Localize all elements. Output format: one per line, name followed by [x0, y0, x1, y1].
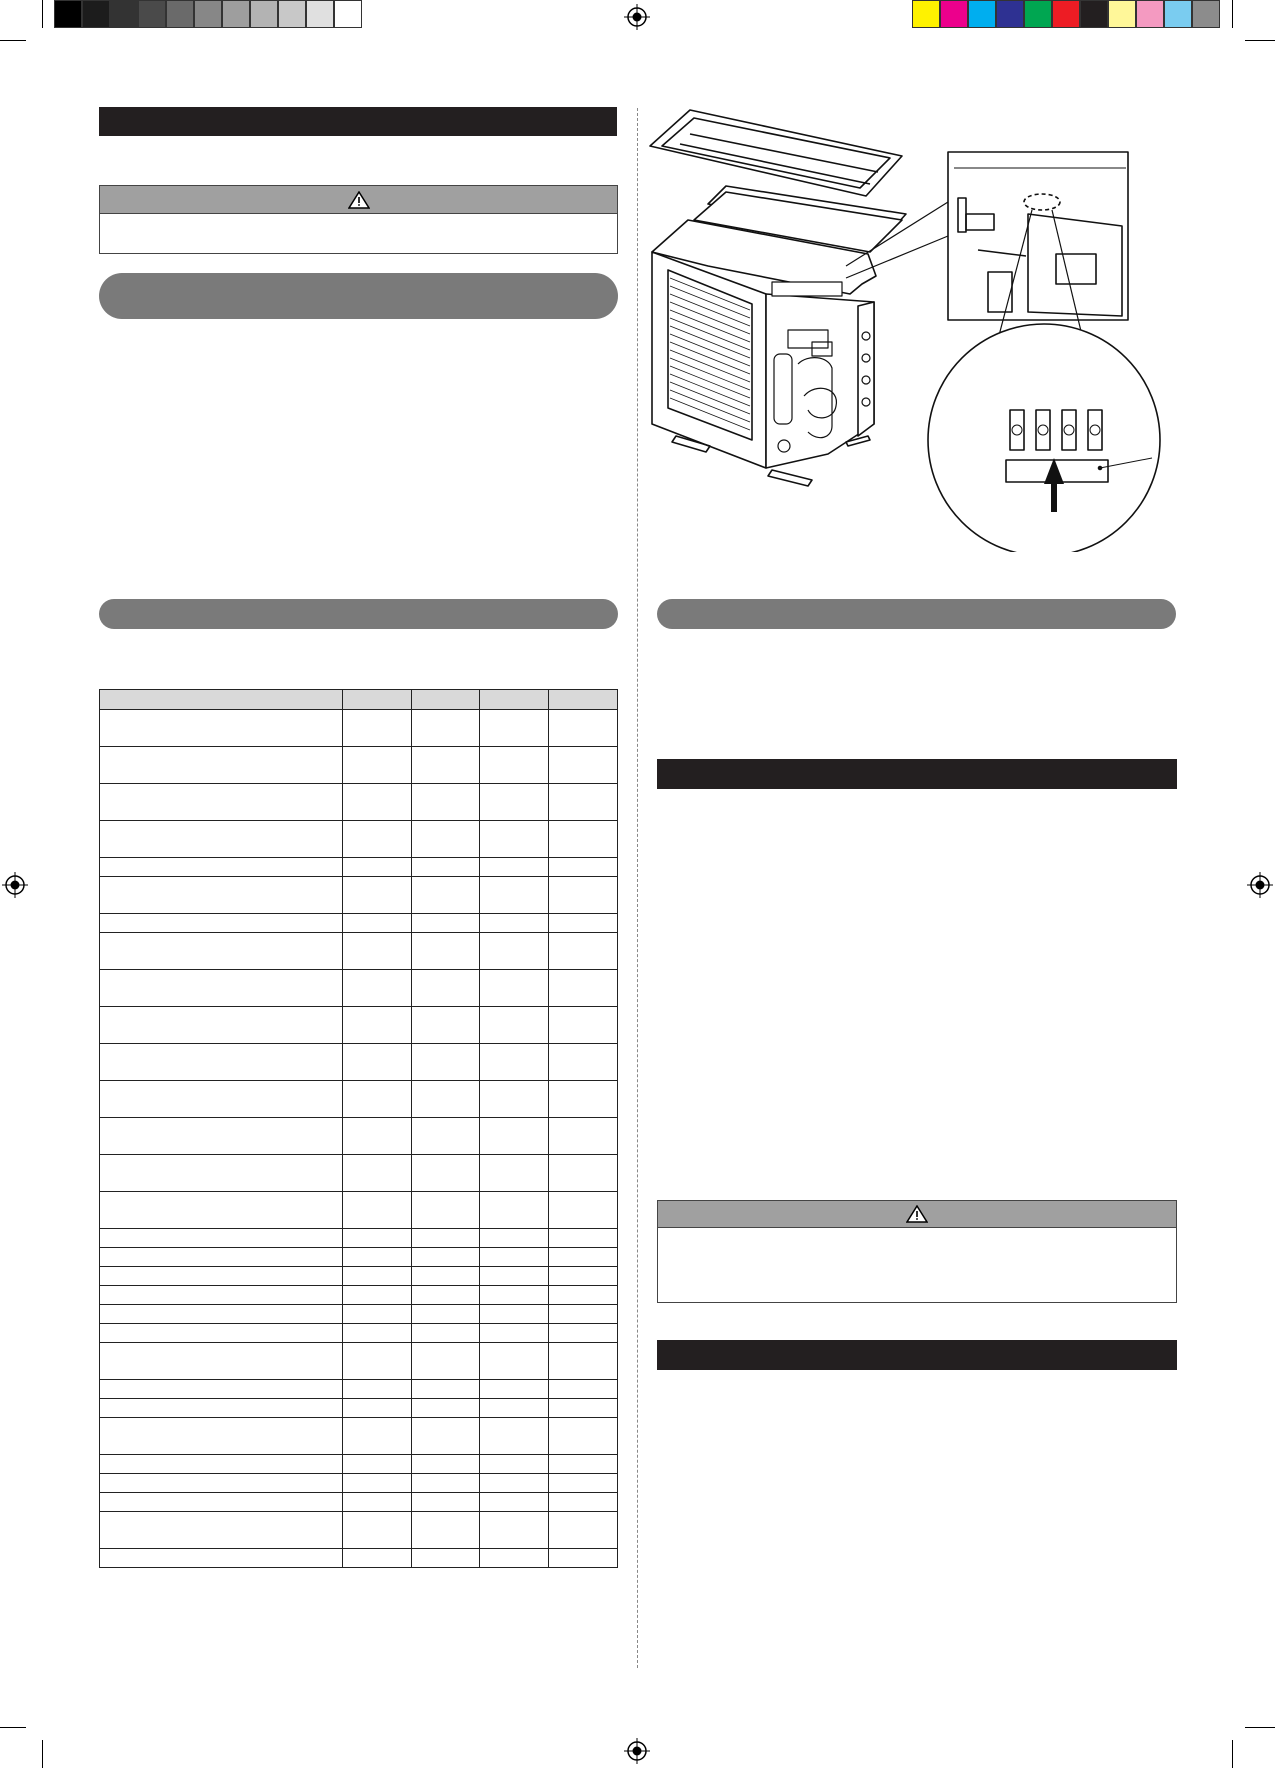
table-row: [100, 1081, 618, 1118]
table-row: [100, 1248, 618, 1267]
table-cell: [480, 858, 549, 877]
table-header-cell: [100, 690, 343, 710]
table-cell: [412, 858, 480, 877]
table-cell: [412, 784, 480, 821]
table-cell: [549, 1474, 618, 1493]
table-cell: [343, 1549, 412, 1568]
table-row: [100, 1155, 618, 1192]
table-cell: [343, 1267, 412, 1286]
color-swatch: [250, 0, 278, 28]
column-divider: [637, 108, 638, 1668]
color-swatch: [1136, 0, 1164, 28]
table-cell: [343, 1229, 412, 1248]
table-cell: [549, 1455, 618, 1474]
color-swatch: [110, 0, 138, 28]
color-swatch: [278, 0, 306, 28]
table-cell: [480, 1380, 549, 1399]
table-row: [100, 821, 618, 858]
table-cell: [100, 1286, 343, 1305]
table-cell: [549, 1192, 618, 1229]
table-cell: [480, 1512, 549, 1549]
table-cell: [549, 1512, 618, 1549]
warning-header: [99, 185, 618, 214]
table-cell: [412, 1286, 480, 1305]
table-cell: [412, 1305, 480, 1324]
table-cell: [343, 1118, 412, 1155]
table-cell: [343, 821, 412, 858]
table-row: [100, 858, 618, 877]
table-cell: [343, 1155, 412, 1192]
table-cell: [480, 784, 549, 821]
table-cell: [100, 970, 343, 1007]
table-cell: [343, 1399, 412, 1418]
unit-cabinet: [652, 220, 876, 468]
table-cell: [343, 1512, 412, 1549]
table-cell: [480, 1286, 549, 1305]
table-cell: [100, 858, 343, 877]
registration-mark-icon: [1247, 872, 1273, 898]
section-heading-bar: [657, 1340, 1177, 1370]
table-row: [100, 784, 618, 821]
table-row: [100, 1007, 618, 1044]
zoom-inset-box: [948, 152, 1128, 320]
color-swatch: [1052, 0, 1080, 28]
table-cell: [100, 1305, 343, 1324]
table-cell: [343, 1286, 412, 1305]
warning-triangle-icon: [906, 1205, 928, 1223]
table-cell: [412, 1512, 480, 1549]
color-swatch: [1024, 0, 1052, 28]
table-row: [100, 1512, 618, 1549]
table-cell: [343, 970, 412, 1007]
table-cell: [100, 1380, 343, 1399]
table-cell: [549, 970, 618, 1007]
table-cell: [100, 1044, 343, 1081]
table-cell: [343, 1081, 412, 1118]
table-cell: [549, 1286, 618, 1305]
table-cell: [343, 858, 412, 877]
section-subheading-pill: [657, 599, 1176, 629]
table-cell: [549, 1324, 618, 1343]
crop-mark: [42, 0, 43, 28]
table-cell: [480, 1118, 549, 1155]
table-row: [100, 1324, 618, 1343]
table-cell: [100, 1007, 343, 1044]
table-cell: [343, 747, 412, 784]
table-cell: [343, 914, 412, 933]
top-cover: [650, 110, 902, 196]
section-subheading-pill: [99, 273, 618, 319]
table-cell: [100, 1229, 343, 1248]
table-cell: [549, 1549, 618, 1568]
table-cell: [100, 914, 343, 933]
table-row: [100, 1399, 618, 1418]
table-cell: [549, 933, 618, 970]
table-cell: [480, 1267, 549, 1286]
warning-body: [657, 1228, 1177, 1303]
warning-header: [657, 1200, 1177, 1228]
table-cell: [100, 1081, 343, 1118]
table-row: [100, 877, 618, 914]
color-swatch: [222, 0, 250, 28]
table-cell: [412, 821, 480, 858]
table-row: [100, 1549, 618, 1568]
crop-mark: [42, 1740, 43, 1768]
color-swatch: [1192, 0, 1220, 28]
table-cell: [343, 1418, 412, 1455]
table-cell: [480, 1044, 549, 1081]
table-cell: [412, 1380, 480, 1399]
table-cell: [549, 1418, 618, 1455]
table-row: [100, 970, 618, 1007]
table-cell: [549, 1343, 618, 1380]
table-row: [100, 1455, 618, 1474]
table-cell: [549, 1118, 618, 1155]
table-cell: [100, 1267, 343, 1286]
table-cell: [100, 1549, 343, 1568]
table-cell: [100, 1248, 343, 1267]
table-cell: [412, 747, 480, 784]
table-cell: [412, 1493, 480, 1512]
table-cell: [100, 1343, 343, 1380]
warning-triangle-icon: [348, 191, 370, 209]
table-cell: [480, 1493, 549, 1512]
table-header-row: [100, 690, 618, 710]
table-cell: [412, 1007, 480, 1044]
table-cell: [549, 710, 618, 747]
color-swatch: [1080, 0, 1108, 28]
table-cell: [343, 933, 412, 970]
table-cell: [100, 1418, 343, 1455]
table-cell: [549, 1248, 618, 1267]
crop-mark: [0, 40, 26, 41]
table-cell: [343, 1455, 412, 1474]
crop-mark: [1232, 1740, 1233, 1768]
table-row: [100, 1044, 618, 1081]
section-heading-bar: [657, 759, 1177, 789]
table-cell: [343, 1305, 412, 1324]
table-cell: [480, 1324, 549, 1343]
table-cell: [480, 1455, 549, 1474]
table-cell: [549, 1380, 618, 1399]
table-row: [100, 1493, 618, 1512]
table-cell: [480, 1081, 549, 1118]
table-cell: [343, 784, 412, 821]
table-cell: [412, 1399, 480, 1418]
table-row: [100, 1474, 618, 1493]
color-swatch: [940, 0, 968, 28]
color-swatch: [306, 0, 334, 28]
table-cell: [412, 1229, 480, 1248]
section-subheading-pill: [99, 599, 618, 629]
table-cell: [412, 1418, 480, 1455]
table-row: [100, 1305, 618, 1324]
table-cell: [100, 1474, 343, 1493]
table-cell: [480, 933, 549, 970]
table-cell: [480, 1343, 549, 1380]
table-cell: [549, 858, 618, 877]
table-cell: [412, 1044, 480, 1081]
table-cell: [412, 1324, 480, 1343]
table-cell: [100, 821, 343, 858]
table-cell: [549, 1155, 618, 1192]
table-row: [100, 1418, 618, 1455]
color-swatch: [1164, 0, 1192, 28]
table-cell: [549, 1305, 618, 1324]
color-swatch: [334, 0, 362, 28]
table-cell: [480, 710, 549, 747]
color-swatch: [138, 0, 166, 28]
table-header-cell: [412, 690, 480, 710]
magnified-circle: [928, 324, 1160, 552]
table-cell: [343, 1474, 412, 1493]
table-cell: [480, 1549, 549, 1568]
table-cell: [549, 1493, 618, 1512]
table-cell: [412, 1455, 480, 1474]
table-cell: [480, 1305, 549, 1324]
table-cell: [343, 1044, 412, 1081]
color-swatch: [82, 0, 110, 28]
table-cell: [343, 1324, 412, 1343]
table-cell: [480, 1248, 549, 1267]
registration-mark-icon: [624, 1738, 650, 1764]
table-row: [100, 933, 618, 970]
warning-body: [99, 214, 618, 254]
table-cell: [100, 1324, 343, 1343]
table-cell: [100, 1399, 343, 1418]
table-cell: [343, 1007, 412, 1044]
table-cell: [549, 877, 618, 914]
table-row: [100, 1286, 618, 1305]
table-row: [100, 747, 618, 784]
table-cell: [343, 1343, 412, 1380]
table-cell: [549, 1229, 618, 1248]
table-cell: [100, 1512, 343, 1549]
table-cell: [549, 1267, 618, 1286]
table-cell: [412, 1343, 480, 1380]
crop-mark: [1232, 0, 1233, 28]
table-cell: [412, 1248, 480, 1267]
registration-mark-icon: [624, 4, 650, 30]
table-cell: [549, 1007, 618, 1044]
outdoor-unit-illustration: [648, 106, 1184, 552]
table-cell: [412, 1081, 480, 1118]
color-swatch: [996, 0, 1024, 28]
table-cell: [549, 914, 618, 933]
crop-mark: [0, 1727, 26, 1728]
table-cell: [100, 933, 343, 970]
table-cell: [100, 1493, 343, 1512]
table-cell: [412, 1267, 480, 1286]
table-cell: [412, 914, 480, 933]
table-row: [100, 914, 618, 933]
table-cell: [100, 1155, 343, 1192]
crop-mark: [1245, 1727, 1275, 1728]
color-swatch: [968, 0, 996, 28]
table-cell: [100, 877, 343, 914]
table-cell: [480, 1155, 549, 1192]
section-heading-bar: [99, 107, 617, 136]
table-cell: [412, 877, 480, 914]
table-header-cell: [343, 690, 412, 710]
table-row: [100, 1343, 618, 1380]
color-swatch: [912, 0, 940, 28]
table-header-cell: [549, 690, 618, 710]
color-swatch: [54, 0, 82, 28]
table-cell: [412, 1192, 480, 1229]
color-swatch: [194, 0, 222, 28]
table-cell: [100, 784, 343, 821]
table-row: [100, 1118, 618, 1155]
table-cell: [412, 710, 480, 747]
table-row: [100, 1192, 618, 1229]
table-cell: [100, 747, 343, 784]
table-cell: [343, 1493, 412, 1512]
table-cell: [412, 1549, 480, 1568]
table-cell: [480, 747, 549, 784]
crop-mark: [1245, 40, 1275, 41]
table-cell: [100, 1455, 343, 1474]
table-cell: [412, 1474, 480, 1493]
table-cell: [343, 710, 412, 747]
table-cell: [480, 1192, 549, 1229]
table-cell: [549, 747, 618, 784]
table-cell: [480, 1474, 549, 1493]
table-cell: [549, 1399, 618, 1418]
table-row: [100, 1229, 618, 1248]
table-cell: [549, 1044, 618, 1081]
table-cell: [343, 1380, 412, 1399]
registration-mark-icon: [2, 872, 28, 898]
table-cell: [100, 710, 343, 747]
table-cell: [412, 970, 480, 1007]
table-cell: [480, 877, 549, 914]
table-cell: [480, 1418, 549, 1455]
table-cell: [549, 1081, 618, 1118]
table-cell: [549, 784, 618, 821]
table-cell: [343, 1192, 412, 1229]
table-cell: [480, 1399, 549, 1418]
table-cell: [343, 877, 412, 914]
table-cell: [343, 1248, 412, 1267]
table-cell: [480, 1229, 549, 1248]
table-cell: [100, 1192, 343, 1229]
color-swatch: [1108, 0, 1136, 28]
table-cell: [100, 1118, 343, 1155]
color-swatch: [166, 0, 194, 28]
table-row: [100, 710, 618, 747]
table-cell: [480, 914, 549, 933]
table-cell: [412, 933, 480, 970]
table-cell: [412, 1155, 480, 1192]
table-cell: [480, 1007, 549, 1044]
table-cell: [480, 821, 549, 858]
table-cell: [480, 970, 549, 1007]
spec-table: [99, 689, 618, 1568]
table-header-cell: [480, 690, 549, 710]
table-cell: [412, 1118, 480, 1155]
table-row: [100, 1380, 618, 1399]
table-row: [100, 1267, 618, 1286]
table-cell: [549, 821, 618, 858]
